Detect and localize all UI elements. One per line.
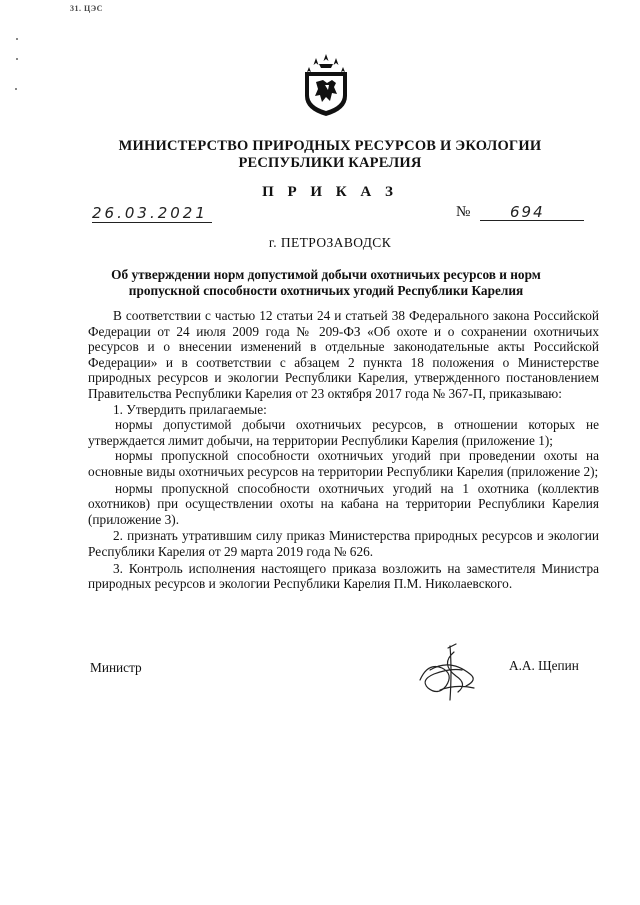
order-date: 26.03.2021	[92, 205, 212, 223]
item-1-norm-c: нормы пропускной способности охотничьих угодий на 1 охотника (коллектив охотников) при осуществлении охоты на кабана на территории Республики Карелия (приложение 3).	[88, 480, 599, 527]
karelia-coat-of-arms-icon	[301, 52, 351, 118]
order-number: 694	[480, 204, 584, 221]
scan-speck	[16, 58, 18, 60]
ministry-name-line2: РЕСПУБЛИКИ КАРЕЛИЯ	[238, 155, 422, 171]
item-3: 3. Контроль исполнения настоящего приказа возложить на заместителя Министра природных ресурсов и экологии Республики Карелия П.М. Николаевского.	[88, 560, 599, 592]
city: г. ПЕТРОЗАВОДСК	[268, 235, 392, 250]
scan-speck	[16, 38, 18, 40]
order-title: П Р И К А З	[262, 184, 398, 200]
item-1: 1. Утвердить прилагаемые:	[113, 401, 267, 417]
item-1-norm-b: нормы пропускной способности охотничьих угодий при проведении охоты на основные виды охотничьих ресурсов на территории Республики Карелия (приложение 2);	[88, 448, 599, 479]
subject-line1: Об утверждении норм допустимой добычи охотничьих ресурсов и норм	[111, 267, 541, 282]
preamble-paragraph: В соответствии с частью 12 статьи 24 и статьей 38 Федерального закона Российской Федерации от 24 июля 2009 года № 209-ФЗ «Об охоте и о сохранении охотничьих ресурсов и о внесении изменений в отдельные законодательные акты Российской Федерации» и в соответствии с абзацем 2 пункта 18 положения о Министерстве природных ресурсов и экологии Республики Карелия, утвержденного постановлением Правительства Республики Карелия от 23 октября 2017 года № 367-П, приказываю:	[88, 308, 599, 401]
item-1-norm-a: нормы допустимой добычи охотничьих ресурсов, в отношении которых не утверждается лимит добычи, на территории Республики Карелия (приложение 1);	[88, 417, 599, 448]
signer-name: А.А. Щепин	[509, 658, 579, 673]
signer-title: Министр	[90, 660, 142, 675]
order-number-label: №	[456, 204, 471, 220]
subject-line2: пропускной способности охотничьих угодий Республики Карелия	[128, 283, 524, 298]
order-body	[88, 308, 599, 592]
item-2: 2. признать утратившим силу приказ Министерства природных ресурсов и экологии Республики Карелия от 29 марта 2019 года № 626.	[88, 528, 599, 559]
corner-mark: 31. ЦЭС	[70, 4, 103, 13]
scan-speck	[15, 88, 17, 90]
ministry-name-line1: МИНИСТЕРСТВО ПРИРОДНЫХ РЕСУРСОВ И ЭКОЛОГИИ	[118, 138, 542, 154]
handwritten-signature	[410, 640, 492, 704]
